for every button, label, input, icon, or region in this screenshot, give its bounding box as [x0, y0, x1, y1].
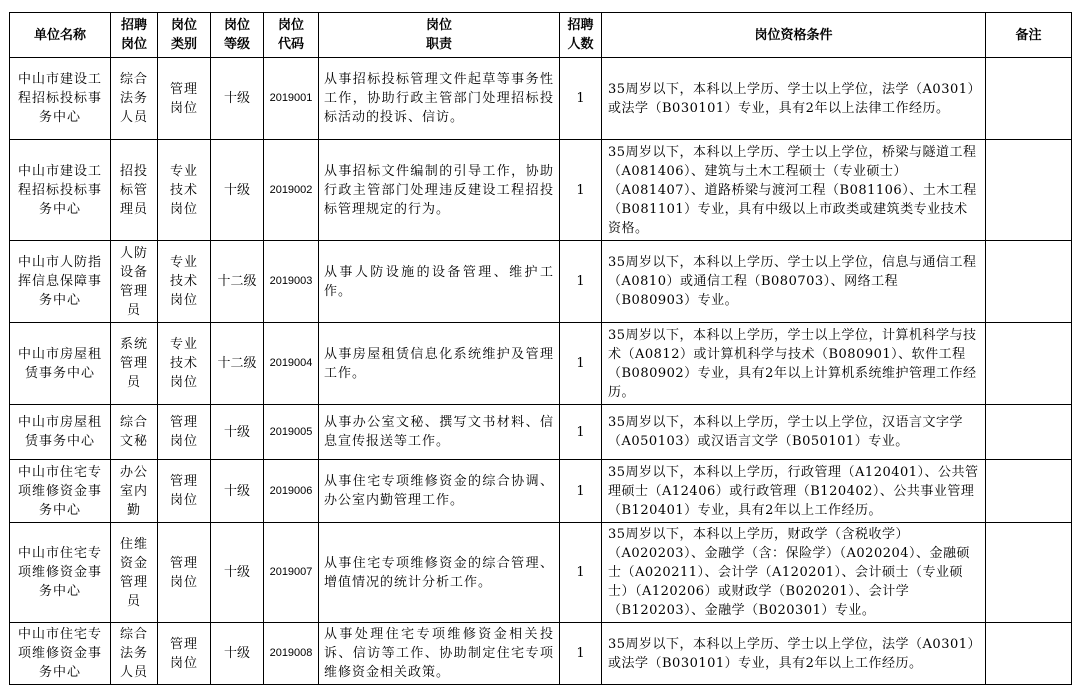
- table-row: [10, 623, 1072, 685]
- cell-remarks: [986, 623, 1072, 685]
- cell-code: 2019002: [264, 140, 319, 241]
- cell-duty: 从事房屋租赁信息化系统维护及管理工作。: [319, 323, 560, 405]
- cell-post: 住维资金管理员: [111, 523, 158, 623]
- cell-remarks: [986, 58, 1072, 140]
- cell-unit: 中山市住宅专项维修资金事务中心: [10, 460, 111, 523]
- table-row: [10, 241, 1072, 323]
- cell-duty: 从事住宅专项维修资金的综合协调、办公室内勤管理工作。: [319, 460, 560, 523]
- cell-duty: 从事办公室文秘、撰写文书材料、信息宣传报送等工作。: [319, 405, 560, 460]
- cell-remarks: [986, 241, 1072, 323]
- cell-level: 十级: [211, 58, 264, 140]
- table-row: [10, 323, 1072, 405]
- cell-duty: 从事人防设施的设备管理、维护工作。: [319, 241, 560, 323]
- recruitment-table: [9, 12, 1072, 623]
- cell-post: 综合法务人员: [111, 623, 158, 685]
- cell-level: 十级: [211, 623, 264, 685]
- cell-unit: 中山市住宅专项维修资金事务中心: [10, 623, 111, 685]
- cell-level: 十级: [211, 523, 264, 623]
- cell-post: 招投标管理员: [111, 140, 158, 241]
- cell-duty: 从事招标投标管理文件起草等事务性工作，协助行政主管部门处理招标投标活动的投诉、信访。: [319, 58, 560, 140]
- header-count: 招聘 人数: [560, 13, 602, 58]
- cell-code: 2019004: [264, 323, 319, 405]
- cell-requirements: 35周岁以下，本科以上学历、学士以上学位，信息与通信工程（A0810）或通信工程（B080703）、网络工程（B080903）专业。: [602, 241, 986, 323]
- cell-code: 2019007: [264, 523, 319, 623]
- cell-count: 1: [560, 460, 602, 523]
- cell-remarks: [986, 323, 1072, 405]
- cell-requirements: 35周岁以下，本科以上学历、学士以上学位，桥梁与隧道工程（A081406）、建筑与土木工程硕士（专业硕士）（A081407）、道路桥梁与渡河工程（B081106）、土木工程（B081101）专业，具有中级以上市政类或建筑类专业技术资格。: [602, 140, 986, 241]
- cell-unit: 中山市房屋租赁事务中心: [10, 323, 111, 405]
- cell-level: 十二级: [211, 241, 264, 323]
- cell-category: 专业技术岗位: [158, 241, 211, 323]
- cell-category: 管理岗位: [158, 523, 211, 623]
- cell-code: 2019003: [264, 241, 319, 323]
- table-row: [10, 405, 1072, 460]
- cell-category: 专业技术岗位: [158, 323, 211, 405]
- cell-count: 1: [560, 405, 602, 460]
- cell-unit: 中山市人防指挥信息保障事务中心: [10, 241, 111, 323]
- cell-requirements: 35周岁以下，本科以上学历，财政学（含税收学）（A020203）、金融学（含：保险学）（A020204）、金融硕士（A020211）、会计学（A120201）、会计硕士（专业硕士）（A120206）或财政学（B020201）、会计学（B120203）、金融学（B020301）专业。: [602, 523, 986, 623]
- header-duty: 岗位 职责: [319, 13, 560, 58]
- cell-code: 2019005: [264, 405, 319, 460]
- header-category: 岗位 类别: [158, 13, 211, 58]
- cell-post: 综合文秘: [111, 405, 158, 460]
- cell-post: 人防设备管理员: [111, 241, 158, 323]
- cell-post: 系统管理员: [111, 323, 158, 405]
- cell-unit: 中山市房屋租赁事务中心: [10, 405, 111, 460]
- cell-category: 管理岗位: [158, 58, 211, 140]
- cell-unit: 中山市建设工程招标投标事务中心: [10, 140, 111, 241]
- recruitment-table-continued: [9, 622, 1072, 685]
- header-code: 岗位 代码: [264, 13, 319, 58]
- table-row: [10, 140, 1072, 241]
- cell-category: 专业技术岗位: [158, 140, 211, 241]
- table-row: [10, 58, 1072, 140]
- cell-category: 管理岗位: [158, 623, 211, 685]
- cell-post: 综合法务人员: [111, 58, 158, 140]
- cell-count: 1: [560, 523, 602, 623]
- cell-remarks: [986, 140, 1072, 241]
- cell-count: 1: [560, 323, 602, 405]
- cell-count: 1: [560, 140, 602, 241]
- table-row: [10, 460, 1072, 523]
- cell-post: 办公室内勤: [111, 460, 158, 523]
- cell-level: 十二级: [211, 323, 264, 405]
- header-remarks: 备注: [986, 13, 1072, 58]
- cell-code: 2019006: [264, 460, 319, 523]
- cell-level: 十级: [211, 460, 264, 523]
- cell-code: 2019001: [264, 58, 319, 140]
- cell-requirements: 35周岁以下，本科以上学历、学士以上学位，法学（A0301）或法学（B030101）专业，具有2年以上法律工作经历。: [602, 58, 986, 140]
- cell-remarks: [986, 405, 1072, 460]
- cell-duty: 从事处理住宅专项维修资金相关投诉、信访等工作、协助制定住宅专项维修资金相关政策。: [319, 623, 560, 685]
- cell-requirements: 35周岁以下，本科以上学历，学士以上学位，计算机科学与技术（A0812）或计算机科学与技术（B080901）、软件工程（B080902）专业，具有2年以上计算机系统维护管理工作经历。: [602, 323, 986, 405]
- cell-requirements: 35周岁以下，本科以上学历，学士以上学位，汉语言文字学（A050103）或汉语言文学（B050101）专业。: [602, 405, 986, 460]
- cell-count: 1: [560, 623, 602, 685]
- header-level: 岗位 等级: [211, 13, 264, 58]
- cell-category: 管理岗位: [158, 405, 211, 460]
- cell-code: 2019008: [264, 623, 319, 685]
- header-post: 招聘 岗位: [111, 13, 158, 58]
- cell-requirements: 35周岁以下，本科以上学历，行政管理（A120401）、公共管理硕士（A12406）或行政管理（B120402）、公共事业管理（B120401）专业，具有2年以上工作经历。: [602, 460, 986, 523]
- cell-level: 十级: [211, 405, 264, 460]
- cell-remarks: [986, 460, 1072, 523]
- cell-unit: 中山市建设工程招标投标事务中心: [10, 58, 111, 140]
- header-row: [10, 13, 1072, 58]
- cell-count: 1: [560, 58, 602, 140]
- cell-category: 管理岗位: [158, 460, 211, 523]
- cell-remarks: [986, 523, 1072, 623]
- table-row: [10, 523, 1072, 623]
- cell-count: 1: [560, 241, 602, 323]
- cell-duty: 从事招标文件编制的引导工作，协助行政主管部门处理违反建设工程招投标管理规定的行为。: [319, 140, 560, 241]
- cell-unit: 中山市住宅专项维修资金事务中心: [10, 523, 111, 623]
- header-unit: 单位名称: [10, 13, 111, 58]
- cell-level: 十级: [211, 140, 264, 241]
- cell-duty: 从事住宅专项维修资金的综合管理、增值情况的统计分析工作。: [319, 523, 560, 623]
- header-requirements: 岗位资格条件: [602, 13, 986, 58]
- cell-requirements: 35周岁以下，本科以上学历、学士以上学位，法学（A0301）或法学（B030101）专业，具有2年以上工作经历。: [602, 623, 986, 685]
